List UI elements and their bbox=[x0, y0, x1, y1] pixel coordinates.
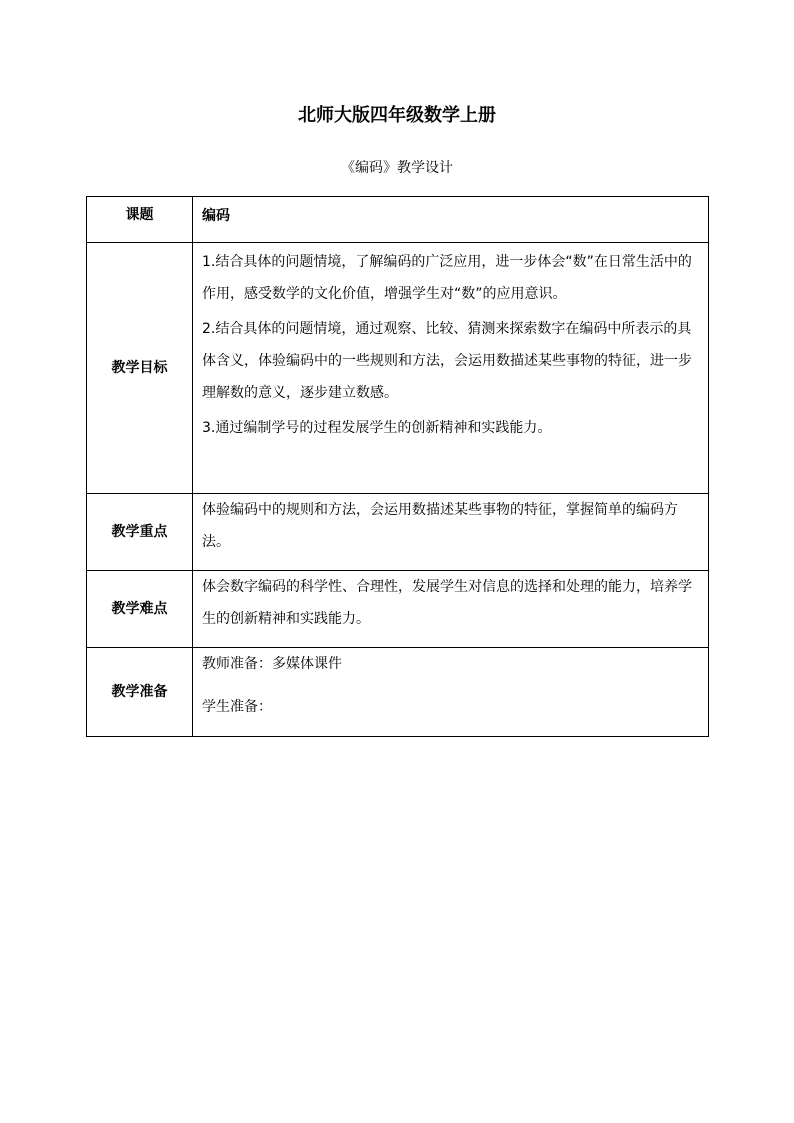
goal-item-1: 1.结合具体的问题情境，了解编码的广泛应用，进一步体会“数”在日常生活中的作用，感受数学的文化价值，增强学生对“数”的应用意识。 bbox=[202, 254, 692, 302]
topic-label: 课题 bbox=[87, 197, 193, 243]
preparation-label: 教学准备 bbox=[87, 648, 193, 737]
goals-label: 教学目标 bbox=[87, 243, 193, 494]
table-row-difficulties bbox=[87, 571, 709, 648]
difficulties-label: 教学难点 bbox=[87, 571, 193, 648]
preparation-cell bbox=[193, 648, 709, 737]
teacher-preparation: 教师准备：多媒体课件 bbox=[202, 656, 342, 672]
table-row-topic bbox=[87, 197, 709, 243]
topic-value: 编码 bbox=[193, 197, 709, 243]
student-preparation: 学生准备： bbox=[202, 699, 272, 715]
document-title: 北师大版四年级数学上册 bbox=[298, 105, 496, 126]
table-row-preparation bbox=[87, 648, 709, 737]
table-row-goals bbox=[87, 243, 709, 494]
goal-item-2: 2.结合具体的问题情境，通过观察、比较、猜测来探索数字在编码中所表示的具体含义，体验编码中的一些规则和方法，会运用数描述某些事物的特征，进一步理解数的意义，逐步建立数感。 bbox=[202, 321, 692, 401]
goals-cell bbox=[193, 243, 709, 494]
lesson-plan-table bbox=[86, 196, 709, 737]
goal-item-3: 3.通过编制学号的过程发展学生的创新精神和实践能力。 bbox=[202, 420, 552, 436]
table-row-key-points bbox=[87, 494, 709, 571]
key-points-value: 体验编码中的规则和方法，会运用数描述某些事物的特征，掌握简单的编码方法。 bbox=[193, 494, 709, 571]
key-points-label: 教学重点 bbox=[87, 494, 193, 571]
document-subtitle: 《编码》教学设计 bbox=[341, 160, 453, 176]
difficulties-value: 体会数字编码的科学性、合理性，发展学生对信息的选择和处理的能力，培养学生的创新精神和实践能力。 bbox=[193, 571, 709, 648]
